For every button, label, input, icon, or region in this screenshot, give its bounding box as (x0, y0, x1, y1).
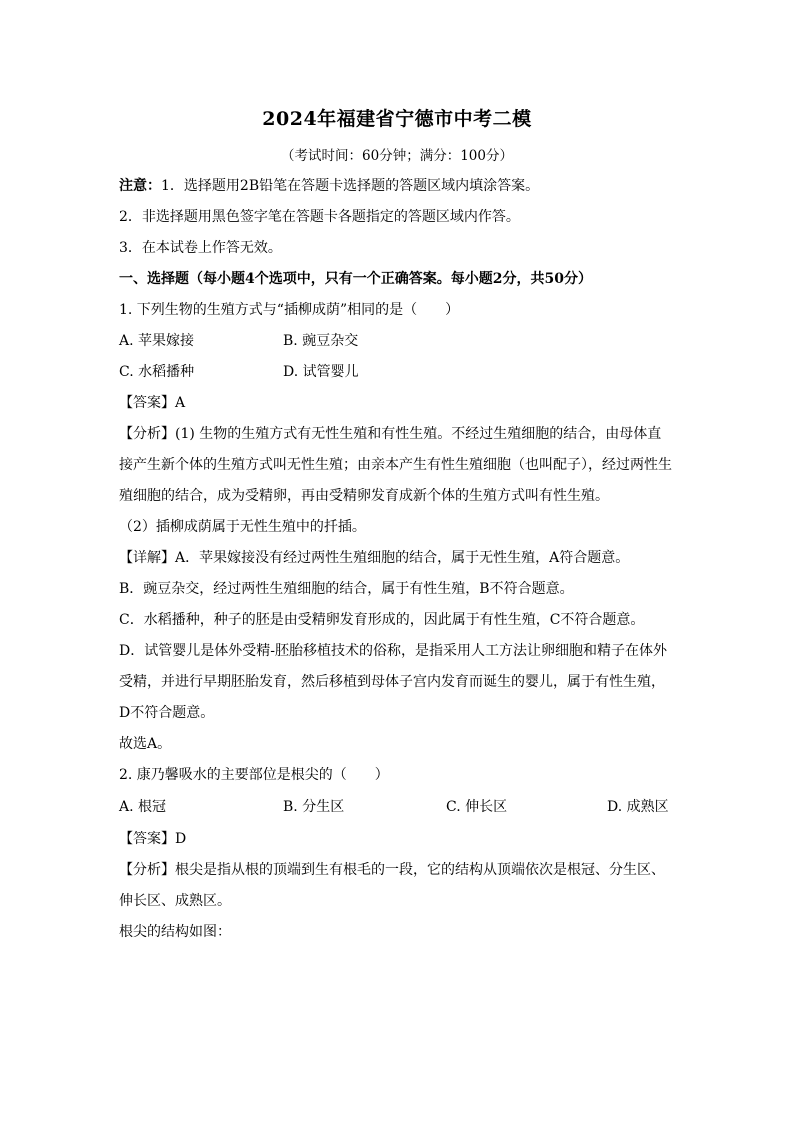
q2-option-c: C. 伸长区 (446, 799, 508, 815)
q1-analysis-line: 【分析】(1) 生物的生殖方式有无性生殖和有性生殖。不经过生殖细胞的结合，由母体直 (119, 426, 662, 442)
q1-stem: 1. 下列生物的生殖方式与“插柳成荫”相同的是（ ） (119, 302, 460, 318)
q2-analysis-line: 伸长区、成熟区。 (119, 893, 231, 909)
page-subtitle: （考试时间：60分钟；满分：100分） (281, 148, 513, 164)
q1-option-b: B. 豌豆杂交 (283, 333, 359, 349)
q2-answer: 【答案】D (119, 831, 187, 847)
q2-analysis-line: 根尖的结构如图： (119, 924, 231, 940)
q2-stem: 2. 康乃馨吸水的主要部位是根尖的（ ） (119, 767, 389, 783)
q1-detail-line: B．豌豆杂交，经过两性生殖细胞的结合，属于有性生殖，B不符合题意。 (119, 581, 574, 597)
q1-detail-line: D．试管婴儿是体外受精-胚胎移植技术的俗称，是指采用人工方法让卵细胞和精子在体外 (119, 643, 667, 659)
q1-analysis-line: 殖细胞的结合，成为受精卵，再由受精卵发育成新个体的生殖方式叫有性生殖。 (119, 488, 609, 504)
note-2: 2．非选择题用黑色签字笔在答题卡各题指定的答题区域内作答。 (119, 209, 520, 225)
section-heading: 一、选择题（每小题4个选项中，只有一个正确答案。每小题2分，共50分） (119, 271, 592, 287)
q1-option-a: A. 苹果嫁接 (119, 333, 195, 349)
q1-detail-line: D不符合题意。 (119, 705, 215, 721)
page-title: 2024年福建省宁德市中考二模 (262, 108, 532, 130)
q1-option-c: C. 水稻播种 (119, 364, 195, 380)
q2-option-b: B. 分生区 (283, 799, 345, 815)
note-label: 注意： (119, 178, 161, 194)
q1-analysis-line: （2）插柳成荫属于无性生殖中的扦插。 (119, 519, 366, 535)
q1-option-d: D. 试管婴儿 (283, 364, 359, 380)
note-1 (119, 176, 679, 196)
note-3: 3．在本试卷上作答无效。 (119, 240, 282, 256)
q1-analysis-line: 接产生新个体的生殖方式叫无性生殖；由亲本产生有性生殖细胞（也叫配子），经过两性生 (119, 457, 672, 473)
note-1-text: 1．选择题用2B铅笔在答题卡选择题的答题区域内填涂答案。 (161, 178, 540, 194)
q1-answer: 【答案】A (119, 395, 186, 411)
q1-detail-line: C．水稻播种，种子的胚是由受精卵发育形成的，因此属于有性生殖，C不符合题意。 (119, 612, 645, 628)
q1-detail-line: 受精，并进行早期胚胎发育，然后移植到母体子宫内发育而诞生的婴儿，属于有性生殖， (119, 674, 665, 690)
q1-detail-line: 【详解】A．苹果嫁接没有经过两性生殖细胞的结合，属于无性生殖，A符合题意。 (119, 550, 630, 566)
q2-option-d: D. 成熟区 (607, 799, 669, 815)
q1-conclusion: 故选A。 (119, 736, 172, 752)
q2-analysis-line: 【分析】根尖是指从根的顶端到生有根毛的一段，它的结构从顶端依次是根冠、分生区、 (119, 862, 665, 878)
q2-option-a: A. 根冠 (119, 799, 167, 815)
